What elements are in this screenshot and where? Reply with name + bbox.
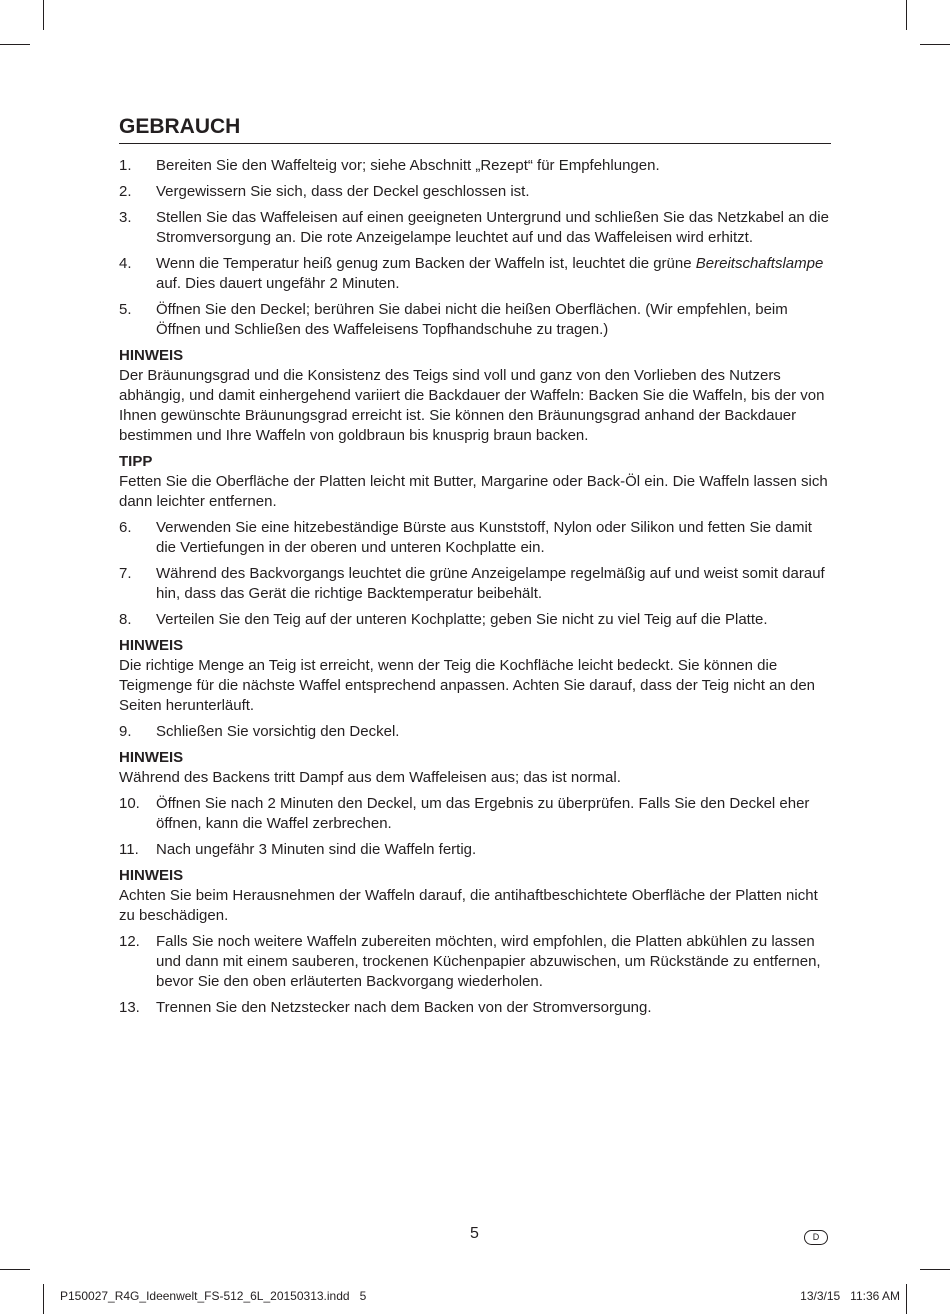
step-number: 5.	[119, 301, 132, 318]
step-text: auf. Dies dauert ungefähr 2 Minuten.	[156, 275, 400, 292]
list-item	[119, 300, 831, 340]
note-text: Während des Backens tritt Dampf aus dem Waffeleisen aus; das ist normal.	[119, 769, 621, 786]
note-heading: HINWEIS	[119, 637, 184, 654]
tip-text: Fetten Sie die Oberfläche der Platten leicht mit Butter, Margarine oder Back-Öl ein. Die Waffeln lassen sich dann leichter entfernen.	[119, 473, 828, 510]
list-item	[119, 254, 831, 294]
list-item	[119, 998, 831, 1018]
step-text: Öffnen Sie den Deckel; berühren Sie dabei nicht die heißen Oberflächen. (Wir empfehlen, beim Öffnen und Schließen des Waffeleisens Topfhandschuhe zu tragen.)	[156, 301, 788, 338]
step-number: 2.	[119, 183, 132, 200]
list-item	[119, 794, 831, 834]
steps-list-b	[119, 518, 831, 630]
note-text: Achten Sie beim Herausnehmen der Waffeln darauf, die antihaftbeschichtete Oberfläche der Platten nicht zu beschädigen.	[119, 887, 818, 924]
step-number: 12.	[119, 933, 140, 950]
list-item	[119, 610, 831, 630]
step-text: Verwenden Sie eine hitzebeständige Bürste aus Kunststoff, Nylon oder Silikon und fetten Sie damit die Vertiefungen in der oberen und unteren Kochplatte ein.	[156, 519, 812, 556]
note-heading: HINWEIS	[119, 347, 184, 364]
list-item	[119, 564, 831, 604]
step-number: 8.	[119, 611, 132, 628]
step-number: 1.	[119, 157, 132, 174]
list-item	[119, 932, 831, 992]
crop-mark	[920, 44, 950, 45]
step-text: Vergewissern Sie sich, dass der Deckel geschlossen ist.	[156, 183, 530, 200]
note-heading: HINWEIS	[119, 749, 184, 766]
list-item	[119, 156, 831, 176]
footer-date: 13/3/15 11:36 AM	[800, 1289, 900, 1303]
step-text: Nach ungefähr 3 Minuten sind die Waffeln fertig.	[156, 841, 477, 858]
steps-list-e	[119, 932, 831, 1018]
step-text: Stellen Sie das Waffeleisen auf einen geeigneten Untergrund und schließen Sie das Netzkabel an die Stromversorgung an. Die rote Anzeigelampe leuchtet auf und das Waffeleisen wird erhitzt.	[156, 209, 829, 246]
crop-mark	[906, 1284, 907, 1314]
list-item	[119, 722, 831, 742]
page-title: GEBRAUCH	[119, 114, 831, 144]
page-number: 5	[470, 1225, 479, 1242]
crop-mark	[43, 1284, 44, 1314]
steps-list-c	[119, 722, 831, 742]
steps-list-a	[119, 156, 831, 340]
crop-mark	[920, 1269, 950, 1270]
steps-list-d	[119, 794, 831, 860]
step-text: Bereiten Sie den Waffelteig vor; siehe Abschnitt „Rezept“ für Empfehlungen.	[156, 157, 660, 174]
step-text: Falls Sie noch weitere Waffeln zubereiten möchten, wird empfohlen, die Platten abkühlen zu lassen und dann mit einem sauberen, trockenen Küchenpapier abzuwischen, um Rückstände zu entfernen, bevor Sie den oben erläuterten Backvorgang wiederholen.	[156, 933, 821, 990]
step-number: 7.	[119, 565, 132, 582]
step-number: 10.	[119, 795, 140, 812]
list-item	[119, 208, 831, 248]
step-number: 9.	[119, 723, 132, 740]
note-text: Der Bräunungsgrad und die Konsistenz des Teigs sind voll und ganz von den Vorlieben des Nutzers abhängig, und damit einhergehend variiert die Backdauer der Waffeln: Backen Sie die Waffeln, bis der von Ihnen gewünschte Bräunungsgrad erreicht ist. Sie können den Bräunungsgrad anhand der Backdauer bestimmen und Ihre Waffeln von goldbraun bis knusprig braun backen.	[119, 367, 825, 444]
step-text: Schließen Sie vorsichtig den Deckel.	[156, 723, 400, 740]
step-text: Während des Backvorgangs leuchtet die grüne Anzeigelampe regelmäßig auf und weist somit darauf hin, dass das Gerät die richtige Backtemperatur beibehält.	[156, 565, 825, 602]
list-item	[119, 518, 831, 558]
step-number: 13.	[119, 999, 140, 1016]
step-text: Trennen Sie den Netzstecker nach dem Backen von der Stromversorgung.	[156, 999, 652, 1016]
crop-mark	[906, 0, 907, 30]
note-heading: HINWEIS	[119, 867, 184, 884]
step-number: 3.	[119, 209, 132, 226]
list-item	[119, 182, 831, 202]
language-badge: D	[804, 1230, 828, 1245]
crop-mark	[0, 44, 30, 45]
footer-filename: P150027_R4G_Ideenwelt_FS-512_6L_20150313.indd 5	[60, 1289, 367, 1303]
crop-mark	[43, 0, 44, 30]
step-text-italic: Bereitschaftslampe	[695, 255, 824, 272]
step-number: 11.	[119, 841, 139, 858]
step-text: Öffnen Sie nach 2 Minuten den Deckel, um das Ergebnis zu überprüfen. Falls Sie den Deckel eher öffnen, kann die Waffel zerbrechen.	[156, 795, 810, 832]
tip-heading: TIPP	[119, 453, 153, 470]
step-number: 4.	[119, 255, 132, 272]
step-number: 6.	[119, 519, 132, 536]
list-item	[119, 840, 831, 860]
note-text: Die richtige Menge an Teig ist erreicht, wenn der Teig die Kochfläche leicht bedeckt. Sie können die Teigmenge für die nächste Waffel entsprechend anpassen. Achten Sie darauf, dass der Teig nicht an den Seiten herunterläuft.	[119, 657, 816, 714]
crop-mark	[0, 1269, 30, 1270]
step-text: Verteilen Sie den Teig auf der unteren Kochplatte; geben Sie nicht zu viel Teig auf die Platte.	[156, 611, 768, 628]
step-text: Wenn die Temperatur heiß genug zum Backen der Waffeln ist, leuchtet die grüne	[156, 255, 696, 272]
page-content	[119, 114, 831, 1024]
